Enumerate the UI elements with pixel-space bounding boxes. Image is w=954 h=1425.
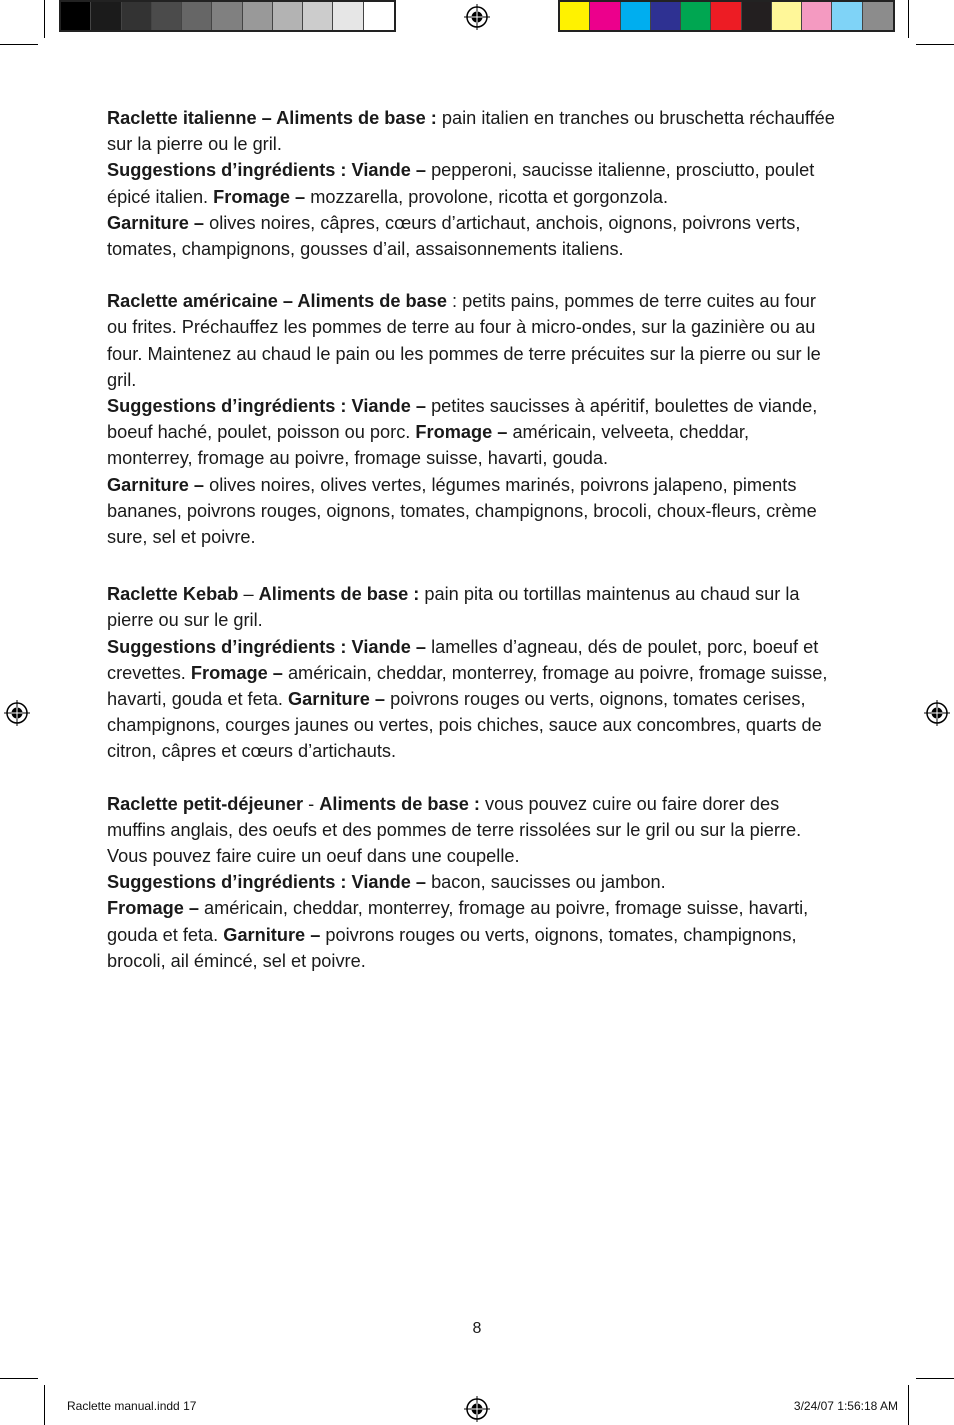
gray-swatch-3: [122, 2, 152, 30]
italian-garnish-heading: Garniture –: [107, 212, 205, 233]
italian-garnish-text: olives noires, câpres, cœurs d’artichaut, anchois, oignons, poivrons verts,: [204, 212, 801, 233]
kebab-meat-text: lamelles d’agneau, dés de poulet, porc, boeuf et crevettes.: [107, 636, 819, 683]
slug-filename: Raclette manual.indd 17: [67, 1399, 197, 1413]
section-spacer: [107, 262, 837, 288]
gray-swatch-8: [273, 2, 303, 30]
american-garnish-paragraph: [107, 472, 837, 551]
cmyk-color-bar: [558, 0, 895, 32]
italian-base-text: pain italien en tranches ou bruschetta réchauffée sur la pierre ou le gril.: [107, 108, 835, 155]
color-swatch-1: [560, 2, 590, 30]
american-suggestions-paragraph: [107, 393, 837, 472]
crop-mark-bottom-left-h: [0, 1378, 38, 1379]
breakfast-suggestions-paragraph: [107, 869, 837, 895]
kebab-base-heading: Aliments de base :: [258, 584, 420, 605]
breakfast-title: Raclette petit-déjeuner: [107, 793, 304, 814]
gray-swatch-1: [61, 2, 91, 30]
breakfast-meat-text: bacon, saucisses ou jambon.: [426, 872, 666, 893]
gray-swatch-9: [303, 2, 333, 30]
slug-timestamp: 3/24/07 1:56:18 AM: [793, 1399, 898, 1413]
kebab-suggestions-paragraph: [107, 634, 837, 765]
italian-cheese-text: mozzarella, provolone, ricotta et gorgonzola.: [305, 186, 669, 207]
italian-garnish-continued: tomates, champignons, gousses d’ail, assaisonnements italiens.: [107, 239, 624, 260]
breakfast-garnish-heading: Garniture –: [223, 924, 321, 945]
gray-swatch-6: [212, 2, 242, 30]
color-swatch-8: [772, 2, 802, 30]
american-cheese-text: américain, velveeta, cheddar, monterrey, fromage au poivre, fromage suisse, havarti, gouda.: [107, 422, 750, 469]
section-spacer: [107, 550, 837, 581]
american-meat-text: petites saucisses à apéritif, boulettes de viande, boeuf haché, poulet, poisson ou porc.: [107, 396, 818, 443]
kebab-cheese-text: américain, cheddar, monterrey, fromage au poivre, fromage suisse, havarti, gouda et feta.: [107, 662, 828, 710]
kebab-base-text: pain pita ou tortillas maintenus au chaud sur la pierre ou sur le gril.: [107, 584, 800, 631]
page-number: 8: [472, 1320, 482, 1337]
italian-base-paragraph: [107, 105, 837, 157]
registration-mark-left-icon: [4, 700, 30, 726]
breakfast-garnish-text: poivrons rouges ou verts, oignons, tomates, champignons, brocoli, ail émincé, sel et poivre.: [107, 924, 797, 971]
color-swatch-5: [681, 2, 711, 30]
american-base-text: : petits pains, pommes de terre cuites au four ou frites. Préchauffez les pommes de terre au four à micro-ondes, sur la gazinière ou au four. Maintenez au chaud le pain ou les pommes de terre précuites sur la pierre ou sur le gril.: [107, 291, 821, 390]
grayscale-color-bar: [59, 0, 396, 32]
kebab-cheese-heading: Fromage –: [190, 662, 283, 683]
kebab-meat-heading: Suggestions d’ingrédients : Viande –: [107, 636, 427, 657]
italian-suggestions-paragraph: [107, 157, 837, 209]
gray-swatch-2: [91, 2, 121, 30]
crop-mark-bottom-right-v: [908, 1385, 909, 1425]
italian-base-heading: Raclette italienne – Aliments de base :: [107, 108, 437, 128]
color-swatch-3: [621, 2, 651, 30]
kebab-dash: –: [238, 584, 259, 605]
gray-swatch-10: [333, 2, 363, 30]
kebab-base-paragraph: [107, 581, 837, 633]
italian-cheese-heading: Fromage –: [213, 186, 306, 207]
breakfast-cheese-heading: Fromage –: [107, 898, 199, 919]
section-spacer: [107, 765, 837, 791]
crop-mark-top-right-v: [908, 0, 909, 38]
breakfast-base-text: vous pouvez cuire ou faire dorer des muffins anglais, des oeufs et des pommes de terre rissolées sur le gril ou sur la pierre. Vous pouvez faire cuire un oeuf dans une coupelle.: [107, 793, 802, 867]
gray-swatch-5: [182, 2, 212, 30]
registration-mark-right-icon: [924, 700, 950, 726]
kebab-garnish-text: poivrons rouges ou verts, oignons, tomates cerises, champignons, courges jaunes ou vertes, pois chiches, sauce aux concombres, quarts de citron, câpres et cœurs d’artichauts.: [107, 689, 822, 762]
color-swatch-10: [832, 2, 862, 30]
crop-mark-bottom-right-h: [916, 1378, 954, 1379]
crop-mark-bottom-left-v: [44, 1385, 45, 1425]
italian-meat-heading: Suggestions d’ingrédients : Viande –: [107, 160, 427, 181]
color-swatch-2: [590, 2, 620, 30]
crop-mark-top-left-h: [0, 44, 38, 45]
american-base-heading: Raclette américaine – Aliments de base: [107, 291, 447, 312]
color-swatch-9: [802, 2, 832, 30]
italian-garnish-paragraph: [107, 210, 837, 236]
gray-swatch-7: [243, 2, 273, 30]
american-garnish-heading: Garniture –: [107, 474, 205, 495]
american-garnish-text: olives noires, olives vertes, légumes marinés, poivrons jalapeno, piments bananes, poivrons rouges, oignons, tomates, champignons, brocoli, choux-fleurs, crème sure, sel et poivre.: [107, 474, 817, 548]
american-meat-heading: Suggestions d’ingrédients : Viande –: [107, 396, 427, 417]
breakfast-cheese-text: américain, cheddar, monterrey, fromage au poivre, fromage suisse, havarti, gouda et feta.: [107, 898, 809, 945]
gray-swatch-4: [152, 2, 182, 30]
breakfast-base-heading: Aliments de base :: [319, 793, 480, 814]
registration-mark-top-icon: [464, 4, 490, 30]
kebab-garnish-heading: Garniture –: [288, 689, 386, 710]
kebab-title: Raclette Kebab: [107, 584, 239, 605]
american-cheese-heading: Fromage –: [415, 422, 508, 443]
gray-swatch-11: [364, 2, 394, 30]
color-swatch-7: [742, 2, 772, 30]
breakfast-cheese-paragraph: [107, 895, 837, 974]
crop-mark-top-left-v: [44, 0, 45, 38]
breakfast-base-paragraph: [107, 791, 837, 870]
color-swatch-6: [711, 2, 741, 30]
breakfast-dash: -: [303, 793, 320, 814]
crop-mark-top-right-h: [916, 44, 954, 45]
color-swatch-4: [651, 2, 681, 30]
color-swatch-11: [863, 2, 893, 30]
breakfast-meat-heading: Suggestions d’ingrédients : Viande –: [107, 872, 427, 893]
registration-mark-bottom-icon: [464, 1396, 490, 1422]
page-body: [107, 105, 837, 974]
italian-meat-text: pepperoni, saucisse italienne, prosciutto, poulet épicé italien.: [107, 160, 815, 207]
american-base-paragraph: [107, 288, 837, 393]
